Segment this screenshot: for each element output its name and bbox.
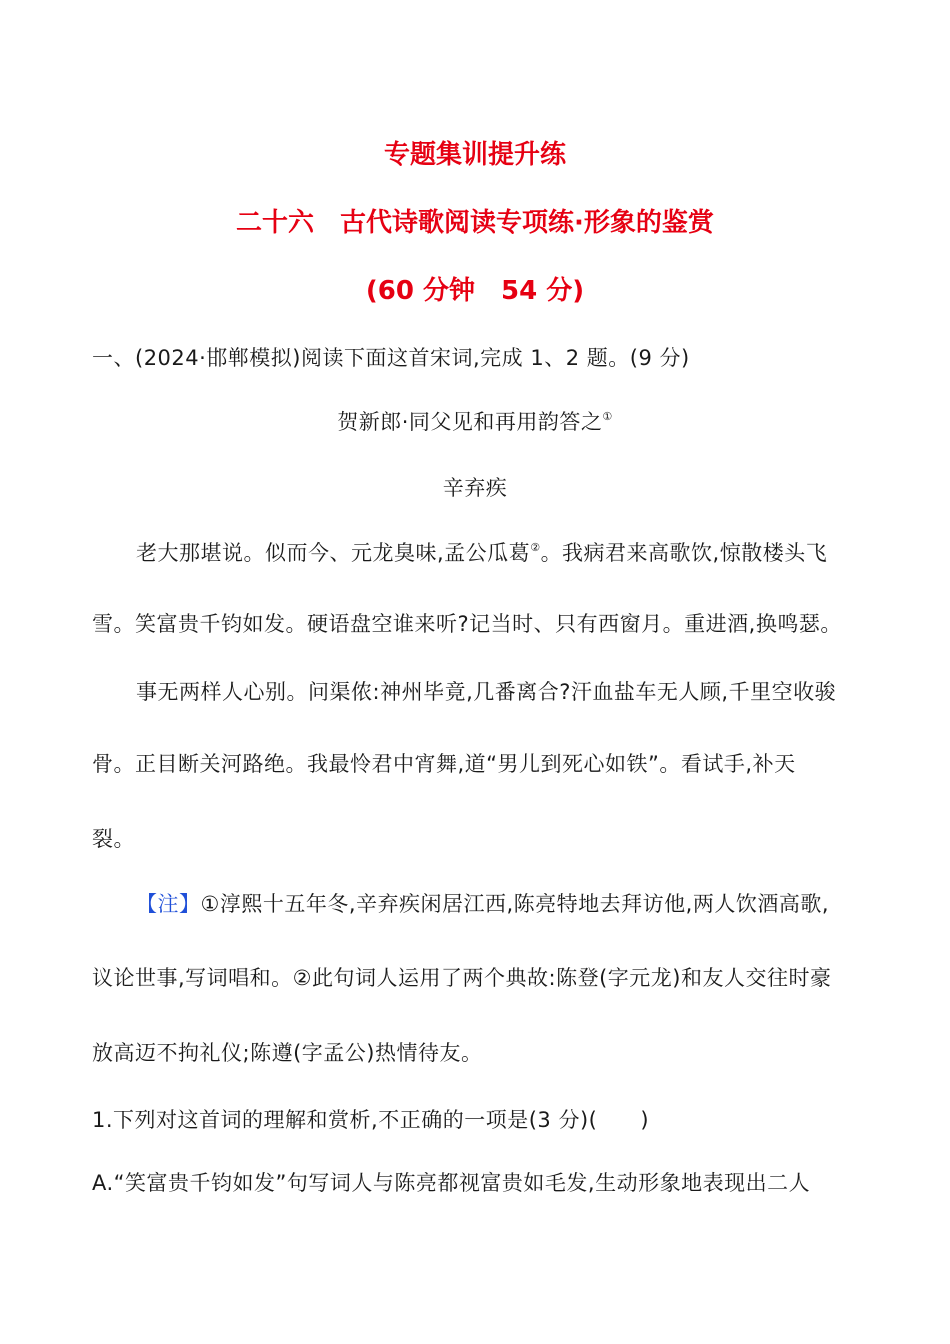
poem-text: 。我病君来高歌饮,惊散楼头飞 — [540, 541, 828, 565]
poem-title — [0, 406, 950, 436]
poem-title-text: 贺新郎·同父见和再用韵答之 — [337, 410, 603, 434]
footnote-mark: ① — [602, 410, 613, 423]
option-a: A.“笑富贵千钧如发”句写词人与陈亮都视富贵如毛发,生动形象地表现出二人 — [92, 1171, 811, 1195]
poem-text: 老大那堪说。似而今、元龙臭味,孟公瓜葛 — [136, 541, 531, 565]
poem-line: 事无两样人心别。问渠侬:神州毕竟,几番离合?汗血盐车无人顾,千里空收骏 — [136, 680, 837, 704]
note-line: 议论世事,写词唱和。②此句词人运用了两个典故:陈登(字元龙)和友人交往时豪 — [92, 966, 832, 990]
poem-line — [136, 537, 827, 567]
section-intro: 一、(2024·邯郸模拟)阅读下面这首宋词,完成 1、2 题。(9 分) — [92, 346, 690, 370]
question-1: 1.下列对这首词的理解和赏析,不正确的一项是(3 分)( ) — [92, 1108, 650, 1132]
series-title: 专题集训提升练 — [383, 140, 566, 170]
time-score-info: (60 分钟 54 分) — [365, 276, 585, 306]
poem-author: 辛弃疾 — [442, 476, 508, 500]
note-line: 放高迈不拘礼仪;陈遵(字孟公)热情待友。 — [92, 1041, 483, 1065]
note-tag: 【注】 — [136, 892, 201, 916]
poem-line: 裂。 — [92, 827, 135, 851]
poem-line: 雪。笑富贵千钧如发。硬语盘空谁来听?记当时、只有西窗月。重进酒,换鸣瑟。 — [92, 612, 842, 636]
note-text: ①淳熙十五年冬,辛弃疾闲居江西,陈亮特地去拜访他,两人饮酒高歌, — [200, 892, 830, 916]
note-line — [136, 888, 829, 918]
footnote-mark: ② — [530, 541, 541, 554]
poem-line: 骨。正目断关河路绝。我最怜君中宵舞,道“男儿到死心如铁”。看试手,补天 — [92, 752, 796, 776]
page-title: 二十六 古代诗歌阅读专项练·形象的鉴赏 — [236, 208, 714, 238]
